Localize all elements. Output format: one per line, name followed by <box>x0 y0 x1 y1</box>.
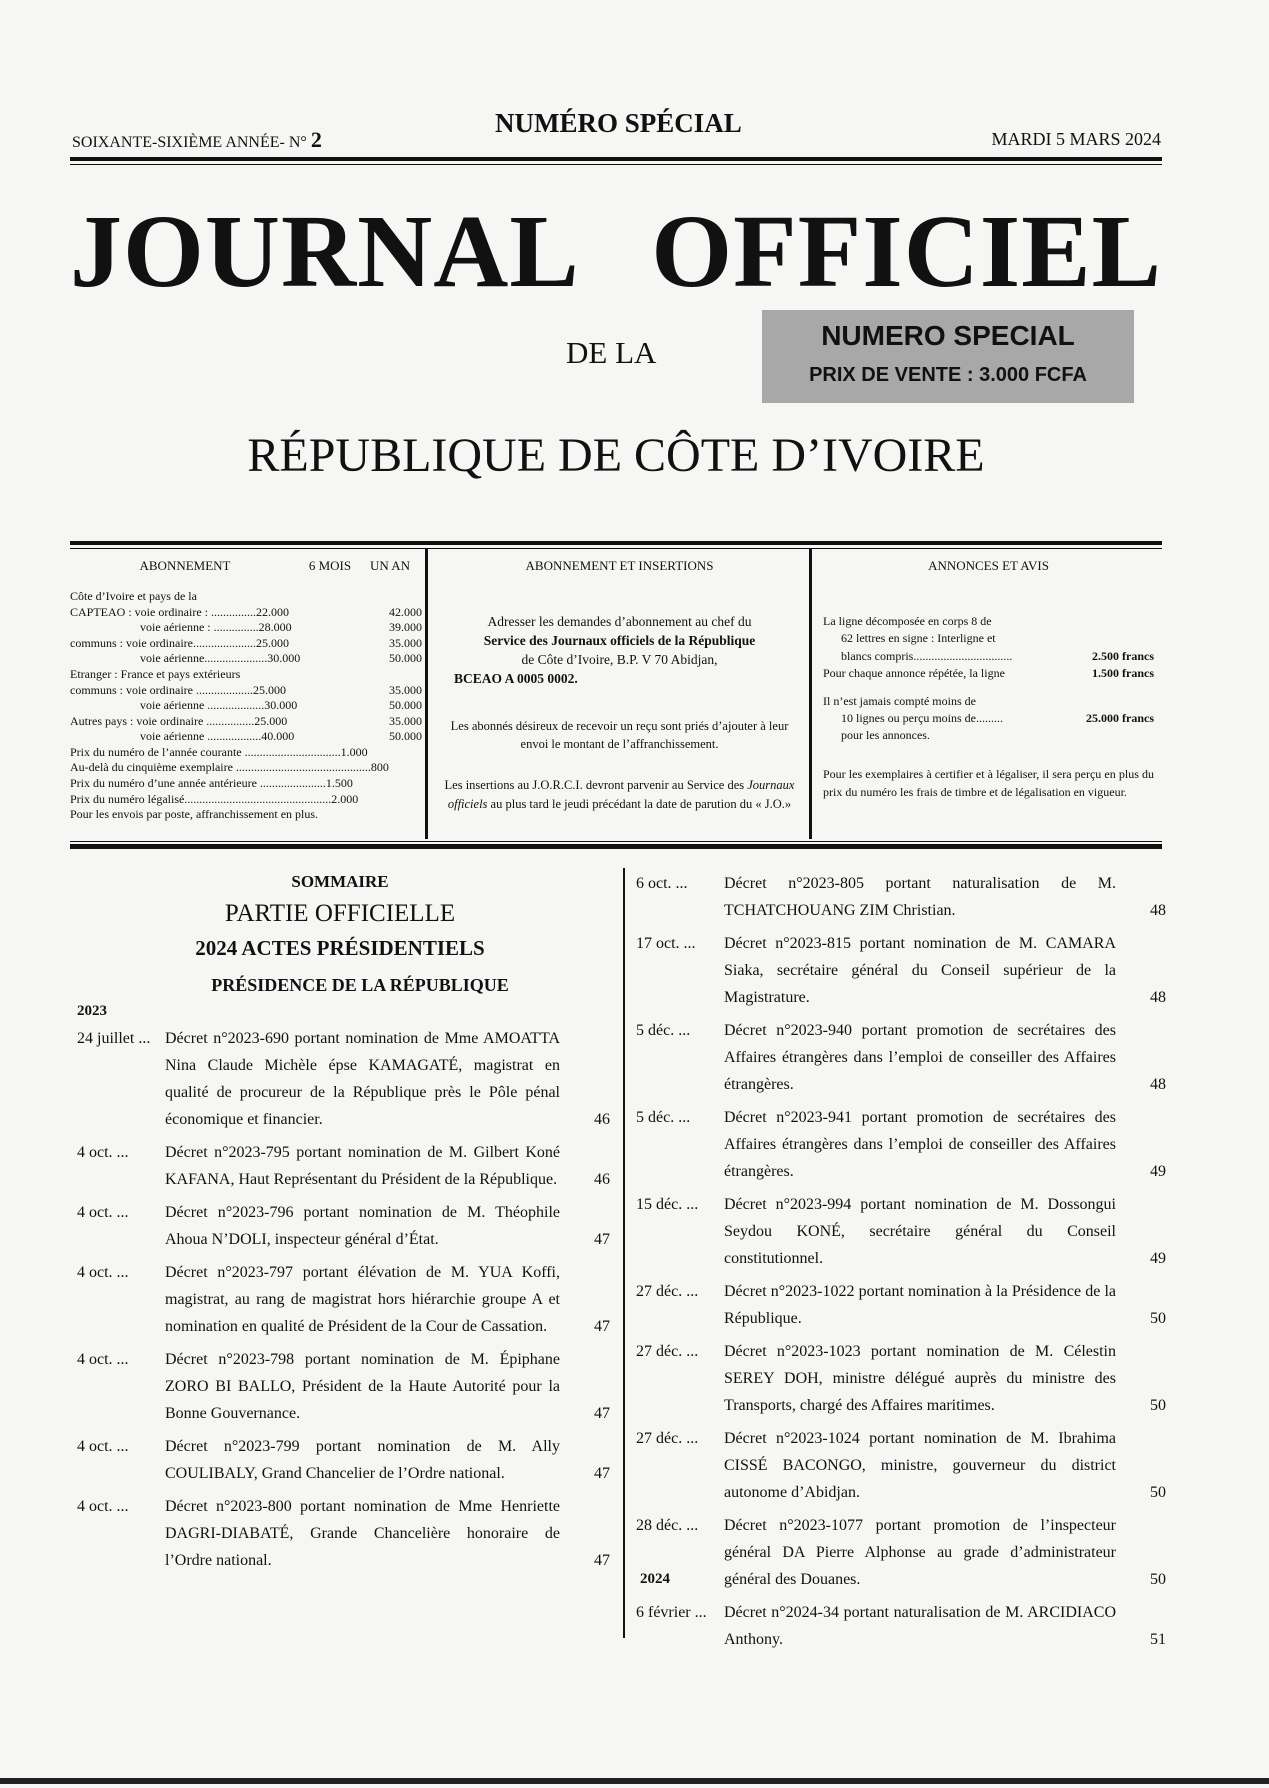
actes-presidentiels: 2024 ACTES PRÉSIDENTIELS <box>195 936 485 960</box>
toc-entry-text: Décret n°2023-798 portant nomination de M. Épiphane ZORO BI BALLO, Président de la Haute Autorité pour la Bonne Gouvernance. <box>165 1351 560 1422</box>
toc-entry-page: 50 <box>1150 1397 1166 1414</box>
toc-entry-date: 6 oct. ... <box>636 875 688 892</box>
subscription-row: communs : voie ordinaire ...................25.000 35.000 <box>70 682 422 697</box>
masthead-de-la: DE LA <box>566 335 657 370</box>
toc-entry <box>636 1425 1166 1506</box>
insertions-box <box>432 553 807 840</box>
toc-entry <box>77 1493 610 1574</box>
issue-number: 2 <box>310 127 322 152</box>
bottom-edge <box>0 1778 1269 1784</box>
toc-entry-text: Décret n°2023-797 portant élévation de M. YUA Koffi, magistrat, au rang de magistrat hors hiérarchie groupe A et nomination en qualité de Président de la Cour de Cassation. <box>165 1264 560 1335</box>
toc-entry-page: 46 <box>594 1111 610 1128</box>
issue-date: MARDI 5 MARS 2024 <box>991 129 1161 149</box>
subscription-row: voie aérienne : ...............28.000 39.000 <box>140 620 422 635</box>
toc-entry-text: Décret n°2023-815 portant nomination de M. CAMARA Siaka, secrétaire général du Conseil supérieur de la Magistrature. <box>724 935 1116 1006</box>
announcements-heading: ANNONCES ET AVIS <box>928 558 1049 573</box>
toc-entry-date: 15 déc. ... <box>636 1196 699 1213</box>
toc-entry-text: Décret n°2023-1023 portant nomination de M. Célestin SEREY DOH, ministre délégué auprès du ministre des Transports, chargé des Affaires maritimes. <box>724 1343 1116 1414</box>
subscription-box <box>70 553 420 840</box>
toc-entry-page: 48 <box>1150 902 1166 919</box>
toc-entry <box>636 870 1166 924</box>
toc-entry-date: 4 oct. ... <box>77 1264 129 1281</box>
toc-entry-page: 47 <box>594 1318 610 1335</box>
partie-officielle: PARTIE OFFICIELLE <box>224 900 456 927</box>
price-badge: NUMERO SPECIAL PRIX DE VENTE : 3.000 FCFA <box>762 310 1134 403</box>
subscription-row: voie aérienne ...................30.000 50.000 <box>140 698 422 713</box>
subscription-row: Prix du numéro légalisé.................................................2.000 <box>70 791 359 806</box>
toc-entry <box>636 1017 1166 1098</box>
subscription-row: Prix du numéro d’une année antérieure ......................1.500 <box>70 776 353 791</box>
toc-entry <box>636 1104 1166 1185</box>
year-2023-label: 2023 <box>77 1003 107 1019</box>
toc-entry-date: 27 déc. ... <box>636 1283 699 1300</box>
announcements-rates: La ligne décomposée en corps 8 de 62 lettres en signe : Interligne et blancs compris................................. 2.500 francs Pour chaque annonce répétée, la ligne 1.500 francs Il n’est jamais compté moins de 10 lignes ou perçu moins de......... 25.000 francs pour les annonces. <box>823 613 1154 743</box>
toc-entry <box>77 1139 610 1193</box>
info-divider-2 <box>809 549 812 839</box>
top-rule-thin <box>70 164 1162 165</box>
toc-left-column <box>77 1025 610 1580</box>
toc-entry-text: Décret n°2024-34 portant naturalisation de M. ARCIDIACO Anthony. <box>724 1604 1116 1648</box>
subscription-table <box>70 589 428 823</box>
toc-entry <box>77 1259 610 1340</box>
toc-entry-page: 47 <box>594 1405 610 1422</box>
subscription-row: Au-delà du cinquième exemplaire .............................................800 <box>70 760 389 775</box>
toc-entry-page: 47 <box>594 1465 610 1482</box>
toc-entry-date: 24 juillet ... <box>77 1030 151 1047</box>
toc-entry <box>636 1191 1166 1272</box>
republic-title: RÉPUBLIQUE DE CÔTE D’IVOIRE <box>247 429 985 482</box>
toc-entry-page: 49 <box>1150 1250 1166 1267</box>
info-top-rule-thin <box>70 548 1162 549</box>
year-2024-label: 2024 <box>640 1571 670 1587</box>
year-issue-label: SOIXANTE-SIXIÈME ANNÉE- N° 2 <box>72 127 322 152</box>
toc-entry-text: Décret n°2023-805 portant naturalisation de M. TCHATCHOUANG ZIM Christian. <box>724 875 1116 919</box>
toc-entry <box>77 1433 610 1487</box>
subscription-row: communs : voie ordinaire.....................25.000 35.000 <box>70 635 422 650</box>
toc-entry-page: 50 <box>1150 1484 1166 1501</box>
toc-entry <box>636 1278 1166 1332</box>
toc-entry-date: 5 déc. ... <box>636 1022 691 1039</box>
toc-entry <box>77 1199 610 1253</box>
toc-entry <box>77 1025 610 1133</box>
top-rule <box>70 157 1162 161</box>
toc-entry <box>636 1338 1166 1419</box>
subscription-row: Prix du numéro de l’année courante ................................1.000 <box>70 744 368 759</box>
info-bottom-rule <box>70 844 1162 849</box>
insertions-receipt: Les abonnés désireux de recevoir un reçu sont priés d’ajouter à leur envoi le montant de l’affranchissement. <box>450 718 789 752</box>
insertions-address: Adresser les demandes d’abonnement au chef du Service des Journaux officiels de la République de Côte d’Ivoire, B.P. V 70 Abidjan, BCEAO A 0005 0002. <box>454 613 756 686</box>
subscription-row: Pour les envois par poste, affranchissement en plus. <box>70 807 319 822</box>
subscription-row: CAPTEAO : voie ordinaire : ...............22.000 42.000 <box>70 604 422 619</box>
toc-entry-page: 50 <box>1150 1310 1166 1327</box>
toc-entry-page: 47 <box>594 1552 610 1569</box>
toc-entry-page: 51 <box>1150 1631 1166 1648</box>
toc-entry-page: 48 <box>1150 1076 1166 1093</box>
toc-entry-text: Décret n°2023-799 portant nomination de M. Ally COULIBALY, Grand Chancelier de l’Ordre national. <box>165 1438 560 1482</box>
subscription-row: Autres pays : voie ordinaire ................25.000 35.000 <box>70 713 422 728</box>
sommaire-heading: SOMMAIRE <box>291 872 389 891</box>
toc-entry-text: Décret n°2023-994 portant nomination de M. Dossongui Seydou KONÉ, secrétaire général du Conseil constitutionnel. <box>724 1196 1116 1267</box>
toc-entry-text: Décret n°2023-940 portant promotion de secrétaires des Affaires étrangères dans l’emploi de conseiller des Affaires étrangères. <box>724 1022 1116 1093</box>
toc-entry-date: 28 déc. ... <box>636 1517 699 1534</box>
toc-entry-date: 4 oct. ... <box>77 1498 129 1515</box>
toc-entry-text: Décret n°2023-1077 portant promotion de l’inspecteur général DA Pierre Alphonse au grade d’administrateur général des Douanes. <box>724 1517 1116 1588</box>
announcements-legalisation: Pour les exemplaires à certifier et à légaliser, il sera perçu en plus du prix du numéro les frais de timbre et de légalisation en vigueur. <box>823 766 1154 799</box>
toc-entry-text: Décret n°2023-796 portant nomination de M. Théophile Ahoua N’DOLI, inspecteur général d’État. <box>165 1204 560 1248</box>
insertions-heading: ABONNEMENT ET INSERTIONS <box>525 558 714 573</box>
info-top-rule <box>70 541 1162 545</box>
toc-entry-text: Décret n°2023-690 portant nomination de Mme AMOATTA Nina Claude Michèle épse KAMAGATÉ, magistrat en qualité de procureur de la République près le Pôle pénal économique et financier. <box>165 1030 560 1128</box>
toc-entry-date: 4 oct. ... <box>77 1351 129 1368</box>
toc-entry-page: 50 <box>1150 1571 1166 1588</box>
toc-entry-text: Décret n°2023-1022 portant nomination à la Présidence de la République. <box>724 1283 1116 1327</box>
toc-entry-date: 4 oct. ... <box>77 1144 129 1161</box>
toc-entry-page: 48 <box>1150 989 1166 1006</box>
toc-entry-text: Décret n°2023-1024 portant nomination de M. Ibrahima CISSÉ BACONGO, ministre, gouverneur du district autonome d’Abidjan. <box>724 1430 1116 1501</box>
presidence-heading: PRÉSIDENCE DE LA RÉPUBLIQUE <box>211 975 509 995</box>
toc-entry-date: 27 déc. ... <box>636 1343 699 1360</box>
info-bottom-rule-thin <box>70 841 1162 842</box>
toc-entry-date: 6 février ... <box>636 1604 707 1621</box>
toc-entry-date: 17 oct. ... <box>636 935 696 952</box>
toc-entry <box>636 1599 1166 1653</box>
subscription-row: voie aérienne.....................30.000 50.000 <box>140 651 422 666</box>
toc-entry <box>77 1346 610 1427</box>
toc-entry <box>636 930 1166 1011</box>
toc-entry-page: 47 <box>594 1231 610 1248</box>
toc-entry-text: Décret n°2023-800 portant nomination de Mme Henriette DAGRI-DIABATÉ, Grande Chancelière honoraire de l’Ordre national. <box>165 1498 560 1569</box>
masthead-title: JOURNAL OFFICIEL <box>70 194 1162 309</box>
toc-entry-page: 46 <box>594 1171 610 1188</box>
toc-entry <box>636 1512 1166 1593</box>
subscription-row: voie aérienne ..................40.000 50.000 <box>140 729 422 744</box>
subscription-row: Etranger : France et pays extérieurs <box>70 666 241 681</box>
toc-divider <box>623 868 625 1638</box>
toc-right-column <box>636 870 1166 1659</box>
toc-entry-page: 49 <box>1150 1163 1166 1180</box>
subscription-row: Côte d’Ivoire et pays de la <box>70 588 197 603</box>
insertions-deadline: Les insertions au J.O.R.C.I. devront parvenir au Service des Journaux officiels au plus tard le jeudi précédant la date de parution du « J.O.» <box>444 778 795 811</box>
sommaire-block <box>70 872 610 996</box>
special-heading: NUMÉRO SPÉCIAL <box>495 108 742 138</box>
toc-entry-text: Décret n°2023-941 portant promotion de secrétaires des Affaires étrangères dans l’emploi de conseiller des Affaires étrangères. <box>724 1109 1116 1180</box>
toc-entry-text: Décret n°2023-795 portant nomination de M. Gilbert Koné KAFANA, Haut Représentant du Président de la République. <box>165 1144 560 1188</box>
announcements-box <box>815 553 1162 840</box>
subscription-header: ABONNEMENT 6 MOIS UN AN <box>139 558 411 573</box>
toc-entry-date: 4 oct. ... <box>77 1438 129 1455</box>
toc-entry-date: 5 déc. ... <box>636 1109 691 1126</box>
toc-entry-date: 4 oct. ... <box>77 1204 129 1221</box>
toc-entry-date: 27 déc. ... <box>636 1430 699 1447</box>
